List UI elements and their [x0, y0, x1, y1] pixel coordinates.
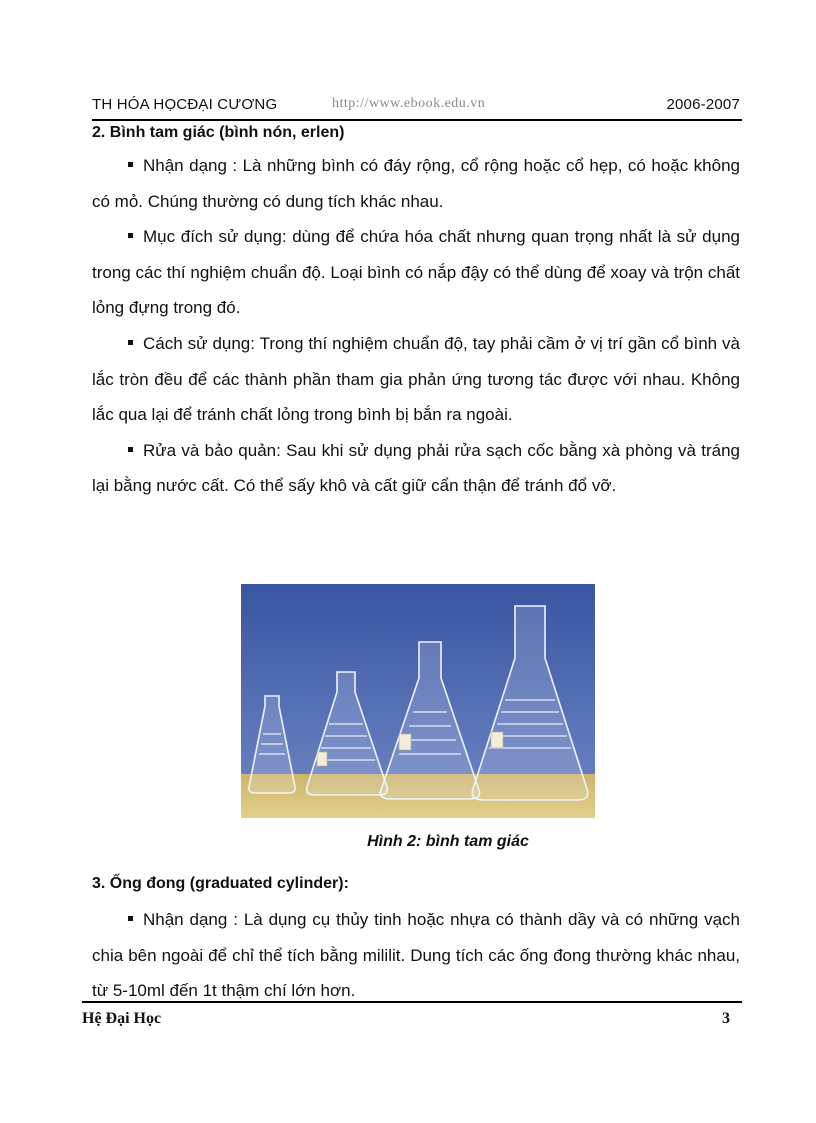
paragraph-text: Mục đích sử dụng: dùng để chứa hóa chất nhưng quan trọng nhất là sử dụng trong các thí nghiệm chuẩn độ. Loại bình có nắp đậy có thể dùng để xoay và trộn chất lỏng đựng trong đó. — [92, 227, 740, 318]
paragraph — [92, 433, 740, 504]
bullet-icon — [128, 233, 133, 238]
paragraph — [92, 219, 740, 326]
paragraph — [92, 902, 740, 1009]
erlenmeyer-flasks-image — [241, 584, 595, 818]
footer-label: Hệ Đại Học — [82, 1010, 162, 1027]
bullet-icon — [128, 162, 133, 167]
paragraph-text: Rửa và bảo quản: Sau khi sử dụng phải rửa sạch cốc bằng xà phòng và tráng lại bằng nước cất. Có thể sấy khô và cất giữ cẩn thận để tránh đổ vỡ. — [92, 440, 740, 496]
paragraph — [92, 148, 740, 219]
bullet-icon — [128, 916, 133, 921]
section-3 — [92, 872, 740, 1009]
header-url[interactable]: http://www.ebook.edu.vn — [332, 96, 486, 111]
flasks-photo — [241, 584, 595, 818]
section-3-title: 3. Ống đong (graduated cylinder): — [92, 875, 349, 892]
section-2 — [92, 122, 740, 504]
section-2-title: 2. Bình tam giác (bình nón, erlen) — [92, 124, 345, 141]
figure-caption: Hình 2: bình tam giác — [367, 833, 529, 850]
paragraph-text: Nhận dạng : Là dụng cụ thủy tinh hoặc nhựa có thành dầy và có những vạch chia bên ngoài để chỉ thể tích bằng mililit. Dung tích các ống đong thường khác nhau, từ 5-10ml đến 1t thậm chí lớn hơn. — [92, 910, 740, 1001]
header-rule — [92, 119, 742, 121]
paragraph — [92, 326, 740, 433]
paragraph-text: Nhận dạng : Là những bình có đáy rộng, cổ rộng hoặc cổ hẹp, có hoặc không có mỏ. Chúng thường có dung tích khác nhau. — [92, 156, 740, 211]
page-number: 3 — [722, 1010, 730, 1027]
bullet-icon — [128, 447, 133, 452]
header-course-title: TH HÓA HỌCĐẠI CƯƠNG — [92, 96, 278, 113]
paragraph-text: Cách sử dụng: Trong thí nghiệm chuẩn độ, tay phải cầm ở vị trí gần cổ bình và lắc tròn đều để các thành phần tham gia phản ứng tương tác được với nhau. Không lắc qua lại để tránh chất lỏng trong bình bị bắn ra ngoài. — [92, 333, 740, 425]
header-year: 2006-2007 — [666, 96, 740, 113]
bullet-icon — [128, 340, 133, 345]
page-header — [92, 96, 740, 118]
footer-rule — [82, 1001, 742, 1003]
